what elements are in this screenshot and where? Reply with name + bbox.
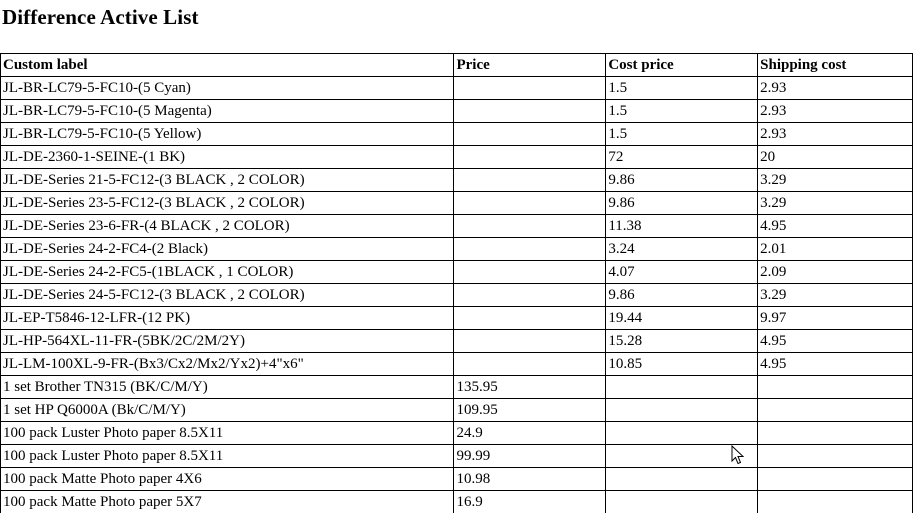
cell-cost-price: 9.86	[606, 284, 758, 307]
cell-cost-price: 3.24	[606, 238, 758, 261]
cell-shipping-cost: 2.01	[758, 238, 913, 261]
table-row	[1, 330, 913, 353]
cell-custom-label: 100 pack Luster Photo paper 8.5X11	[1, 422, 454, 445]
cell-shipping-cost	[758, 491, 913, 513]
cell-shipping-cost: 20	[758, 146, 913, 169]
cell-cost-price	[606, 399, 758, 422]
cell-price	[454, 169, 606, 192]
header-price: Price	[454, 54, 606, 77]
cell-custom-label: JL-BR-LC79-5-FC10-(5 Cyan)	[1, 77, 454, 100]
cell-cost-price: 1.5	[606, 123, 758, 146]
table-row	[1, 376, 913, 399]
difference-active-list-table	[0, 53, 913, 513]
cell-custom-label: JL-BR-LC79-5-FC10-(5 Yellow)	[1, 123, 454, 146]
header-shipping-cost: Shipping cost	[758, 54, 913, 77]
cell-shipping-cost: 4.95	[758, 330, 913, 353]
cell-price: 109.95	[454, 399, 606, 422]
cell-shipping-cost: 9.97	[758, 307, 913, 330]
table-row	[1, 491, 913, 513]
cell-custom-label: JL-DE-Series 24-2-FC4-(2 Black)	[1, 238, 454, 261]
cell-price	[454, 353, 606, 376]
cell-custom-label: 1 set Brother TN315 (BK/C/M/Y)	[1, 376, 454, 399]
table-row	[1, 100, 913, 123]
table-row	[1, 146, 913, 169]
cell-custom-label: JL-DE-2360-1-SEINE-(1 BK)	[1, 146, 454, 169]
cell-cost-price: 72	[606, 146, 758, 169]
table-header-row	[1, 54, 913, 77]
table-row	[1, 215, 913, 238]
cell-cost-price	[606, 468, 758, 491]
cell-cost-price: 1.5	[606, 77, 758, 100]
cell-price	[454, 77, 606, 100]
cell-custom-label: JL-DE-Series 21-5-FC12-(3 BLACK , 2 COLOR)	[1, 169, 454, 192]
cell-custom-label: 100 pack Matte Photo paper 5X7	[1, 491, 454, 513]
cell-price: 24.9	[454, 422, 606, 445]
cell-shipping-cost: 2.93	[758, 77, 913, 100]
cell-shipping-cost: 3.29	[758, 192, 913, 215]
cell-custom-label: JL-BR-LC79-5-FC10-(5 Magenta)	[1, 100, 454, 123]
cell-shipping-cost: 2.93	[758, 123, 913, 146]
cell-cost-price: 19.44	[606, 307, 758, 330]
cell-cost-price	[606, 376, 758, 399]
table-row	[1, 77, 913, 100]
cell-shipping-cost: 3.29	[758, 169, 913, 192]
cell-shipping-cost	[758, 422, 913, 445]
table-row	[1, 261, 913, 284]
cell-price	[454, 123, 606, 146]
table-body	[1, 77, 913, 513]
cell-cost-price	[606, 422, 758, 445]
cell-price	[454, 192, 606, 215]
cell-price	[454, 284, 606, 307]
cell-cost-price: 9.86	[606, 169, 758, 192]
cell-custom-label: 100 pack Matte Photo paper 4X6	[1, 468, 454, 491]
table-row	[1, 192, 913, 215]
cell-custom-label: 1 set HP Q6000A (Bk/C/M/Y)	[1, 399, 454, 422]
table-row	[1, 422, 913, 445]
cell-shipping-cost: 2.09	[758, 261, 913, 284]
header-custom-label: Custom label	[1, 54, 454, 77]
header-cost-price: Cost price	[606, 54, 758, 77]
cell-price	[454, 261, 606, 284]
cell-cost-price: 9.86	[606, 192, 758, 215]
table-row	[1, 353, 913, 376]
cell-price: 99.99	[454, 445, 606, 468]
cell-cost-price: 11.38	[606, 215, 758, 238]
cell-shipping-cost	[758, 445, 913, 468]
cell-price: 10.98	[454, 468, 606, 491]
table-row	[1, 445, 913, 468]
cell-price: 135.95	[454, 376, 606, 399]
cell-price	[454, 146, 606, 169]
cell-custom-label: JL-HP-564XL-11-FR-(5BK/2C/2M/2Y)	[1, 330, 454, 353]
table-row	[1, 169, 913, 192]
cell-shipping-cost	[758, 468, 913, 491]
cell-custom-label: 100 pack Luster Photo paper 8.5X11	[1, 445, 454, 468]
cell-cost-price: 10.85	[606, 353, 758, 376]
cell-custom-label: JL-DE-Series 23-5-FC12-(3 BLACK , 2 COLOR)	[1, 192, 454, 215]
cell-cost-price: 4.07	[606, 261, 758, 284]
cell-custom-label: JL-DE-Series 23-6-FR-(4 BLACK , 2 COLOR)	[1, 215, 454, 238]
cell-shipping-cost	[758, 399, 913, 422]
cell-shipping-cost	[758, 376, 913, 399]
cell-cost-price	[606, 491, 758, 513]
table-row	[1, 284, 913, 307]
cell-custom-label: JL-EP-T5846-12-LFR-(12 PK)	[1, 307, 454, 330]
table-row	[1, 468, 913, 491]
table-row	[1, 307, 913, 330]
mouse-pointer-icon	[731, 445, 745, 465]
cell-cost-price: 15.28	[606, 330, 758, 353]
cell-shipping-cost: 4.95	[758, 215, 913, 238]
table-row	[1, 399, 913, 422]
cell-price	[454, 238, 606, 261]
table-row	[1, 238, 913, 261]
cell-custom-label: JL-LM-100XL-9-FR-(Bx3/Cx2/Mx2/Yx2)+4"x6"	[1, 353, 454, 376]
cell-price	[454, 100, 606, 123]
cell-cost-price: 1.5	[606, 100, 758, 123]
cell-price	[454, 330, 606, 353]
cell-shipping-cost: 2.93	[758, 100, 913, 123]
cell-price: 16.9	[454, 491, 606, 513]
cell-price	[454, 307, 606, 330]
cell-shipping-cost: 4.95	[758, 353, 913, 376]
cell-price	[454, 215, 606, 238]
table-row	[1, 123, 913, 146]
cell-shipping-cost: 3.29	[758, 284, 913, 307]
page-title: Difference Active List	[2, 5, 199, 29]
cell-custom-label: JL-DE-Series 24-5-FC12-(3 BLACK , 2 COLOR)	[1, 284, 454, 307]
cell-custom-label: JL-DE-Series 24-2-FC5-(1BLACK , 1 COLOR)	[1, 261, 454, 284]
